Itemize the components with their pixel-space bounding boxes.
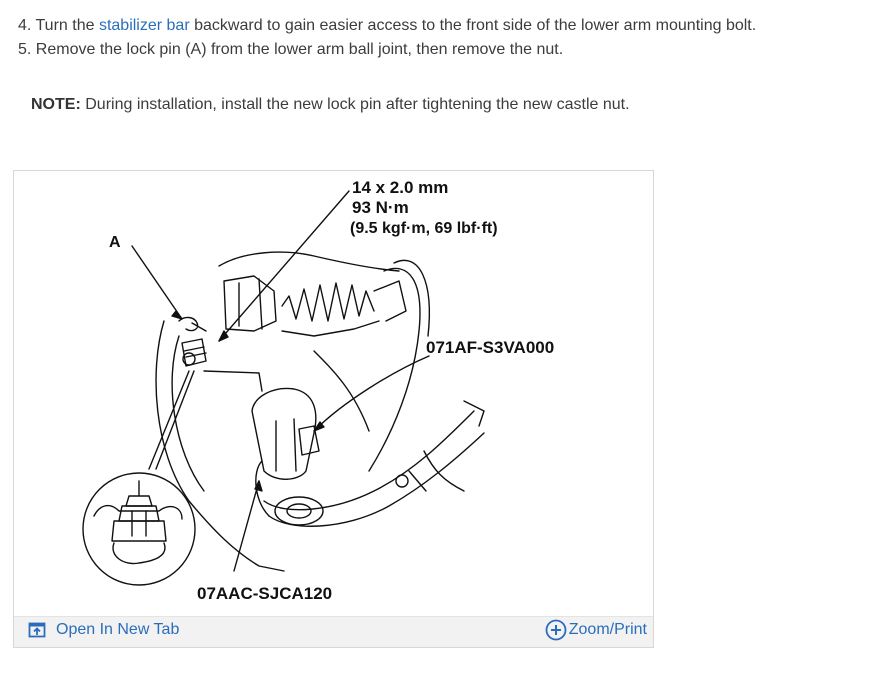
tie-rod-boot: [282, 283, 374, 321]
step-text-after: backward to gain easier access to the front side of the lower arm mounting bolt.: [194, 17, 757, 34]
torque-spec-conversions: (9.5 kgf·m, 69 lbf·ft): [350, 220, 498, 237]
lock-pin: [179, 317, 206, 331]
knuckle-outline: [156, 321, 284, 571]
tool-number-07aac: 07AAC-SJCA120: [197, 584, 333, 603]
figure-container: [13, 170, 654, 648]
label-a: A: [109, 234, 121, 251]
step-5: [18, 38, 878, 62]
open-in-new-tab-button[interactable]: [28, 621, 179, 639]
step-text: Remove the lock pin (A) from the lower arm ball joint, then remove the nut.: [35, 41, 564, 58]
ball-joint-stud: [275, 497, 323, 525]
step-number: 5.: [18, 41, 32, 58]
leader-line-tool1: [314, 356, 429, 431]
zoom-print-button[interactable]: [545, 619, 647, 641]
lower-arm-ball-joint-diagram: [14, 171, 653, 617]
step-text-before: Turn the: [35, 17, 95, 34]
detail-leader: [149, 371, 189, 469]
leader-line-a: [132, 246, 182, 319]
open-new-tab-icon: [28, 621, 46, 639]
note-text: During installation, install the new lock pin after tightening the new castle nut.: [85, 96, 630, 113]
ball-joint-boss: [252, 388, 316, 479]
installation-note: [31, 93, 630, 117]
torque-spec-nm: 93 N·m: [352, 198, 409, 217]
procedure-steps: [18, 14, 878, 62]
step-number: 4.: [18, 17, 32, 34]
open-in-new-tab-label: Open In New Tab: [56, 621, 180, 638]
zoom-print-label: Zoom/Print: [568, 621, 647, 638]
torque-spec-size: 14 x 2.0 mm: [352, 178, 449, 197]
figure-toolbar: [14, 616, 653, 647]
leader-line-torque: [219, 191, 349, 341]
zoom-plus-icon: [545, 619, 567, 641]
step-4: [18, 14, 878, 38]
stabilizer-bar-link[interactable]: stabilizer bar: [98, 17, 190, 34]
tool-number-071af: 071AF-S3VA000: [426, 338, 555, 357]
note-label: NOTE:: [31, 96, 81, 113]
